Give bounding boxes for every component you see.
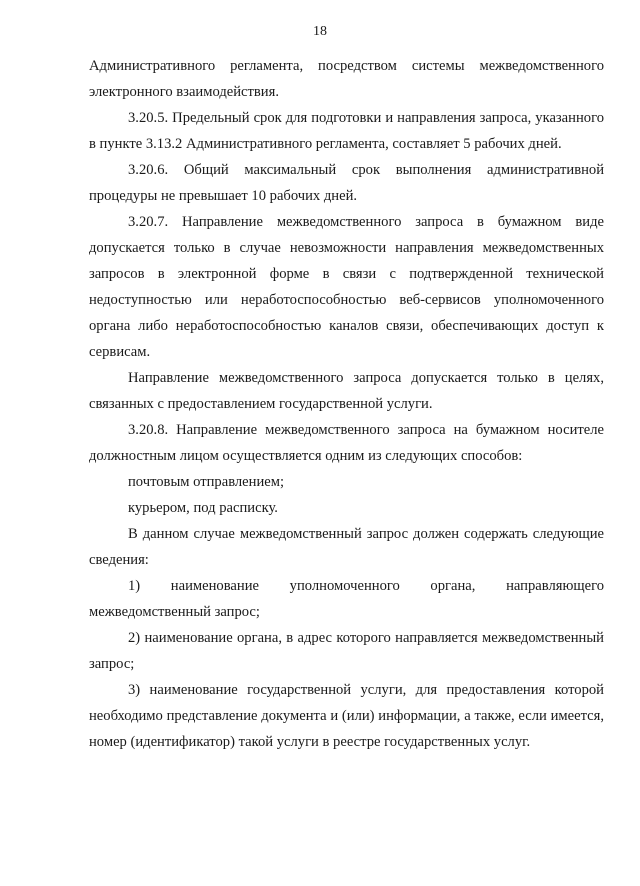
paragraph-required-info: В данном случае межведомственный запрос должен содержать следующие сведения: — [89, 526, 604, 568]
list-item-postal: почтовым отправлением; — [128, 474, 285, 490]
paragraph-purpose: Направление межведомственного запроса допускается только в целях, связанных с предоставлением государственной услуги. — [89, 370, 604, 412]
list-item-2: 2) наименование органа, в адрес которого направляется межведомственный запрос; — [89, 630, 604, 672]
paragraph-3-20-6: 3.20.6. Общий максимальный срок выполнения административной процедуры не превышает 10 рабочих дней. — [89, 162, 604, 204]
document-body — [89, 53, 604, 755]
list-item-1: 1) наименование уполномоченного органа, направляющего межведомственный запрос; — [89, 578, 604, 620]
list-item-3: 3) наименование государственной услуги, для предоставления которой необходимо представление документа и (или) информации, а также, если имеется, номер (идентификатор) такой услуги в реестре государственных услуг. — [89, 682, 604, 750]
list-item-courier: курьером, под расписку. — [128, 500, 278, 516]
paragraph-3-20-8: 3.20.8. Направление межведомственного запроса на бумажном носителе должностным лицом осуществляется одним из следующих способов: — [89, 422, 604, 464]
paragraph-continuation: Административного регламента, посредством системы межведомственного электронного взаимодействия. — [89, 58, 604, 100]
paragraph-3-20-5: 3.20.5. Предельный срок для подготовки и направления запроса, указанного в пункте 3.13.2 Административного регламента, составляет 5 рабочих дней. — [89, 110, 604, 152]
page-number: 18 — [313, 24, 327, 39]
paragraph-3-20-7: 3.20.7. Направление межведомственного запроса в бумажном виде допускается только в случае невозможности направления межведомственных запросов в электронной форме в связи с подтвержденной технической недоступностью или неработоспособностью веб-сервисов уполномоченного органа либо неработоспособностью каналов связи, обеспечивающих доступ к сервисам. — [89, 214, 604, 360]
